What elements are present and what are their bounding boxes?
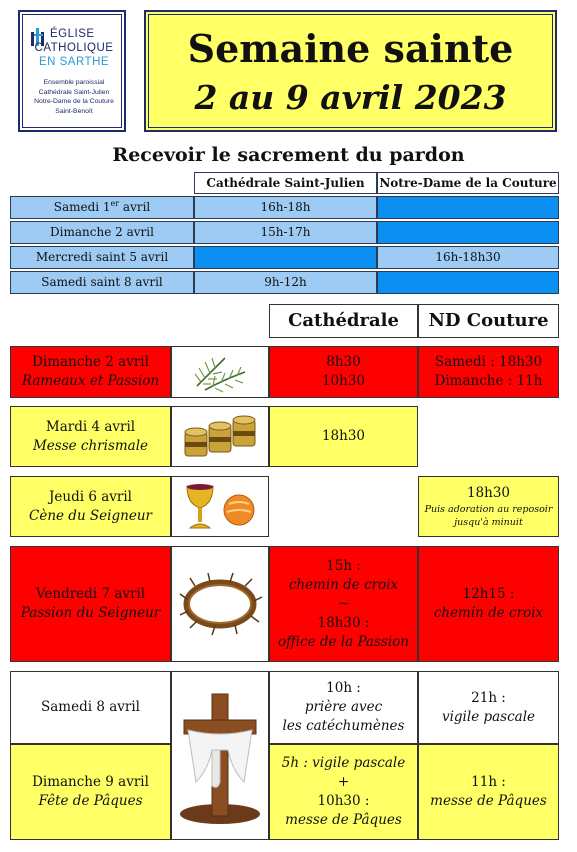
schedule-couture-cell xyxy=(418,346,559,398)
time-text: 10h : xyxy=(326,680,361,696)
event-text: vigile pascale xyxy=(441,708,536,725)
feast-label: Fête de Pâques xyxy=(38,793,143,809)
pardon-col-couture: Notre-Dame de la Couture xyxy=(377,172,559,194)
pardon-cell: 16h-18h30 xyxy=(377,246,559,269)
pardon-day: Dimanche 2 avril xyxy=(10,221,194,244)
schedule-couture-cell xyxy=(418,671,559,744)
event-text: 5h : vigile pascale xyxy=(281,755,406,771)
time-text: Samedi : 18h30 xyxy=(434,354,543,370)
day-label: Mardi 4 avril xyxy=(45,418,136,435)
pardon-cell xyxy=(377,271,559,294)
day-label: Dimanche 9 avril xyxy=(32,774,149,790)
chalice-bread-icon xyxy=(177,480,263,534)
cross-shroud-icon xyxy=(174,686,266,826)
schedule-day-cell xyxy=(10,744,171,840)
feast-label: Cène du Seigneur xyxy=(29,507,152,524)
title-banner xyxy=(144,10,557,132)
pardon-day: Samedi 1er avril xyxy=(10,196,194,219)
schedule-cathedrale-cell xyxy=(269,671,418,744)
schedule-day-cell xyxy=(10,406,171,467)
schedule-icon-cell xyxy=(171,671,269,840)
logo-sub-line: Ensemble paroissial xyxy=(43,79,105,86)
schedule-cathedrale-cell xyxy=(269,406,418,467)
pardon-day: Mercredi saint 5 avril xyxy=(10,246,194,269)
schedule-couture-cell xyxy=(418,744,559,840)
pardon-cell: 16h-18h xyxy=(194,196,377,219)
feast-label: Messe chrismale xyxy=(32,437,149,454)
logo-line-2: CATHOLIQUE xyxy=(34,42,114,54)
schedule-icon-cell xyxy=(171,346,269,398)
event-text: chemin de croix xyxy=(288,576,399,593)
palm-leaves-icon xyxy=(185,350,255,394)
time-text: Dimanche : 11h xyxy=(434,373,543,389)
logo xyxy=(18,10,126,132)
logo-sub-line: Notre-Dame de la Couture xyxy=(34,98,114,105)
schedule-couture-cell xyxy=(418,476,559,537)
pardon-cell: 15h-17h xyxy=(194,221,377,244)
schedule-day-cell xyxy=(10,671,171,744)
separator-text: + xyxy=(337,774,350,790)
time-text: 12h15 : xyxy=(462,586,515,602)
crown-of-thorns-icon xyxy=(175,569,265,639)
logo-sub-line: Cathédrale Saint-Julien xyxy=(38,88,110,96)
schedule-cathedrale-cell xyxy=(269,744,418,840)
pardon-cell xyxy=(377,221,559,244)
pardon-cell: 9h-12h xyxy=(194,271,377,294)
logo-line-3: EN SARTHE xyxy=(38,56,110,68)
page-title: Semaine sainte xyxy=(187,26,514,71)
feast-label: Passion du Seigneur xyxy=(20,605,161,621)
schedule-col-cathedrale: Cathédrale xyxy=(269,304,418,338)
time-text: 11h : xyxy=(471,774,506,790)
page-dates: 2 au 9 avril 2023 xyxy=(194,78,507,117)
event-text: chemin de croix xyxy=(433,605,544,621)
time-text: 15h : xyxy=(326,557,361,574)
time-text: 21h : xyxy=(471,689,506,706)
time-text: 18h30 : xyxy=(317,614,370,631)
logo-subtitle xyxy=(24,78,124,116)
schedule-day-cell xyxy=(10,546,171,662)
day-label: Jeudi 6 avril xyxy=(49,488,132,505)
schedule-icon-cell xyxy=(171,546,269,662)
time-text: 10h30 xyxy=(321,373,366,389)
day-label: Dimanche 2 avril xyxy=(32,354,149,370)
schedule-cathedrale-cell xyxy=(269,546,418,662)
pardon-cell xyxy=(377,196,559,219)
day-label: Samedi 8 avril xyxy=(41,699,140,715)
event-text: office de la Passion xyxy=(278,633,409,650)
feast-label: Rameaux et Passion xyxy=(21,373,160,389)
logo-sub-line: Saint-Benoît xyxy=(55,107,93,115)
schedule-cathedrale-cell xyxy=(269,346,418,398)
schedule-icon-cell xyxy=(171,476,269,537)
schedule-day-cell xyxy=(10,476,171,537)
schedule-day-cell xyxy=(10,346,171,398)
schedule-couture-cell xyxy=(418,546,559,662)
event-text: messe de Pâques xyxy=(430,793,547,809)
event-text: prière avec xyxy=(304,699,383,715)
schedule-col-couture: ND Couture xyxy=(418,304,559,338)
time-text: 18h30 xyxy=(466,485,511,501)
time-text: 8h30 xyxy=(326,354,361,370)
schedule-icon-cell xyxy=(171,406,269,467)
day-label: Vendredi 7 avril xyxy=(35,586,146,602)
logo-line-1: ÉGLISE xyxy=(50,28,95,40)
time-text: 18h30 xyxy=(321,428,366,444)
pardon-cell xyxy=(194,246,377,269)
note-text: Puis adoration au reposoir xyxy=(424,504,553,515)
separator-text: ~ xyxy=(337,595,350,612)
time-text: 10h30 : xyxy=(317,793,370,809)
event-text: les catéchumènes xyxy=(282,718,405,734)
event-text: messe de Pâques xyxy=(285,812,402,828)
pardon-day: Samedi saint 8 avril xyxy=(10,271,194,294)
pardon-heading: Recevoir le sacrement du pardon xyxy=(112,144,465,166)
holy-oils-icon xyxy=(177,410,263,464)
pardon-col-cathedrale: Cathédrale Saint-Julien xyxy=(194,172,377,194)
note-text: jusqu'à minuit xyxy=(454,517,523,528)
